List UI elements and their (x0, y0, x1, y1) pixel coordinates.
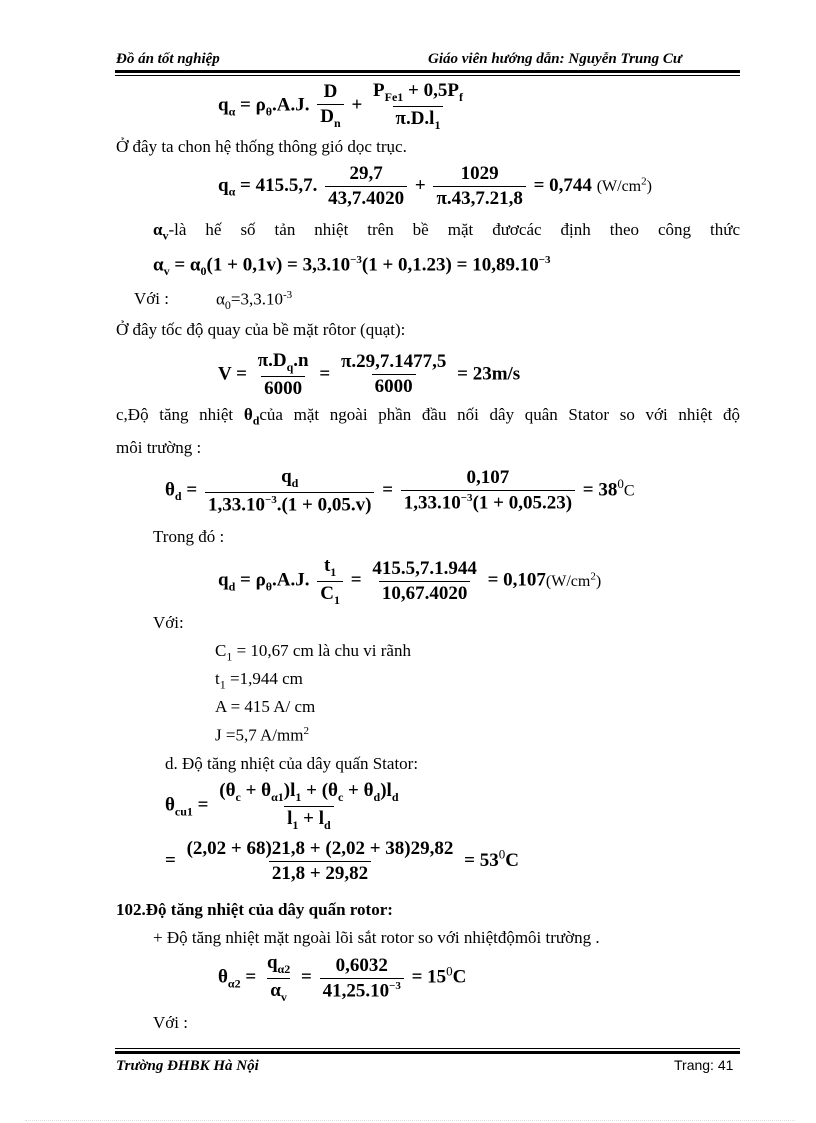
paragraph-rotor-core: + Độ tăng nhiệt mặt ngoài lõi sắt rotor so với nhiệtđộmôi trường . (153, 928, 600, 947)
equation-velocity: V = $\frac{\pi.D_q.n}{6000}$ = $\frac{\pi.29,7.1477,5}{6000}$ = 23m/s (218, 350, 521, 399)
header-right: Giáo viên hướng dẫn: Nguyễn Trung Cư (428, 51, 682, 67)
paragraph-environment: môi trường : (116, 438, 202, 457)
section-heading-102: 102.Độ tăng nhiệt của dây quấn rotor: (116, 900, 393, 919)
page-edge-divider (25, 1120, 795, 1121)
footer-left: Trường ĐHBK Hà Nội (116, 1058, 259, 1074)
paragraph-where: Trong đó : (153, 527, 225, 546)
header-rule-thick (115, 70, 740, 73)
paragraph-ventilation: Ở đây ta chon hệ thống thông gió dọc trục. (116, 137, 407, 156)
alpha-0-value: $\alpha_0=3,3.10^{-3}$ (216, 289, 293, 313)
equation-q-d: $q_d = \rho_\theta.A.J$. $\frac{t_1}{C_1}$ = $\frac{415.5,7.1.944}{10,67.4020}$ = $0,107(W/cm^2)$ (218, 555, 602, 607)
with-label-2: Với: (153, 613, 184, 632)
equation-theta-cu1-value: = $\frac{(2,02 + 68)21,8 + (2,02 + 38)29,82}{21,8 + 29,82}$ = $53^0C$ (165, 838, 519, 884)
list-item: $C_1 = 10,67$ cm là chu vi rãnh (215, 641, 411, 664)
paragraph-section-c: c,Độ tăng nhiệt $\theta_dcủa$ mặt ngoài phần đầu nối dây quân Stator so với nhiệt độ (116, 405, 740, 428)
list-item: J =5,7 $A/mm^2$ (215, 725, 309, 745)
footer-rule-thin (115, 1048, 740, 1049)
page-number: Trang: 41 (674, 1057, 734, 1073)
paragraph-alpha-v: $\alpha_v-là$ hế số tản nhiệt trên bề mặt đươcác định theo công thức (153, 220, 740, 243)
paragraph-rotor-speed: Ở đây tốc độ quay của bề mặt rôtor (quạt): (116, 320, 406, 339)
equation-q-alpha-value: $q_\alpha = 415.5,7$. $\frac{29,7}{43,7.4020}$ + $\frac{1029}{\pi.43,7.21,8}$ = 0,744 $(W/cm^2)$ (218, 163, 652, 209)
list-item: $t_1 =1,944$ cm (215, 669, 303, 692)
paragraph-stator-heating: d. Độ tăng nhiệt của dây quấn Stator: (165, 754, 419, 773)
equation-theta-d: $\theta_d$ = $\frac{q_d}{1,33.10^{-3}.(1 + 0,05.v)}$ = $\frac{0,107}{1,33.10^{-3}(1 + 0,05.23)}$ = $38^0C$ (165, 466, 635, 516)
equation-alpha-v: $\alpha_v = \alpha_0(1 + 0,1v) = 3,3.10^{-3}(1 + 0,1.23) = 10,89.10^{-3}$ (153, 254, 551, 279)
footer-rule-thick (115, 1051, 740, 1054)
header-left: Đồ án tốt nghiệp (116, 51, 220, 67)
with-label-3: Với : (153, 1013, 188, 1032)
equation-theta-cu1: $\theta_{cu1}$ = $\frac{(\theta_c + \theta_{\alpha 1})l_1 + (\theta_c + \theta_d)l_d}{l_1 + l_d}$ (165, 780, 399, 832)
list-item: A = 415 A/ cm (215, 697, 316, 716)
with-label-1: Với : (134, 289, 169, 308)
equation-q-alpha: $q_\alpha = \rho_\theta.A.J$. $\frac{D}{D_n}$ + $\frac{P_{Fe1} + 0,5P_f}{\pi.D.l_1}$ (218, 80, 463, 132)
equation-theta-alpha2: $\theta_{\alpha 2}$ = $\frac{q_{\alpha 2}}{\alpha_v}$ = $\frac{0,6032}{41,25.10^{-3}}$ = $15^0C$ (218, 952, 467, 1004)
header-rule-thin (115, 75, 740, 76)
